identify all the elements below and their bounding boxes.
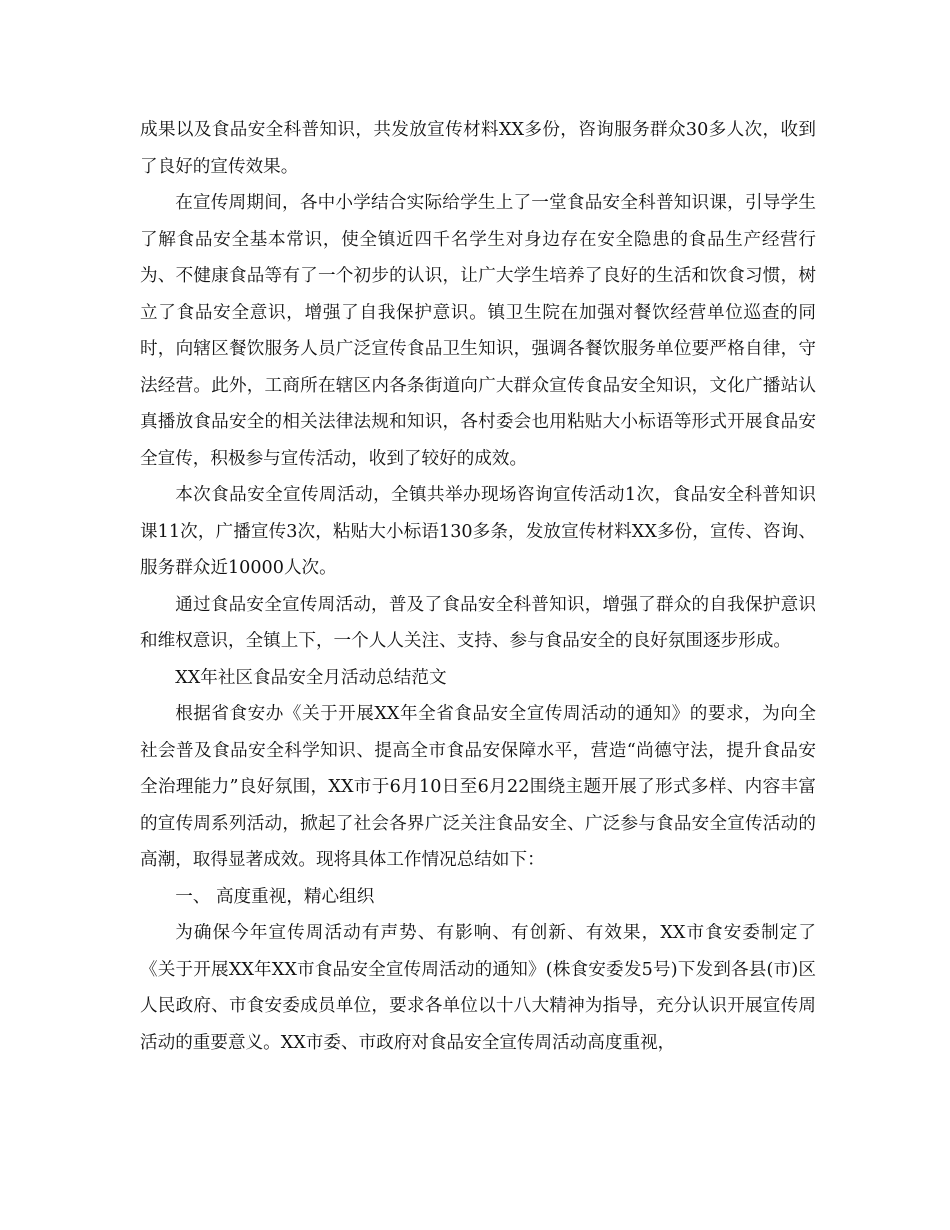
paragraph-organization: 为确保今年宣传周活动有声势、有影响、有创新、有效果，XX市食安委制定了《关于开展XX年XX市食品安全宣传周活动的通知》(株食安委发5号)下发到各县(市)区人民政府、市食安委成员单位，要求各单位以十八大精神为指导，充分认识开展宣传周活动的重要意义。XX市委、市政府对食品安全宣传周活动高度重视， [140, 923, 816, 1053]
document-body [140, 112, 816, 1061]
section-title: XX年社区食品安全月活动总结范文 [175, 667, 447, 688]
paragraph-introduction: 根据省食安办《关于开展XX年全省食品安全宣传周活动的通知》的要求，为向全社会普及食品安全科学知识、提高全市食品安保障水平，营造“尚德守法，提升食品安全治理能力”良好氛围，XX市于6月10日至6月22围绕主题开展了形式多样、内容丰富的宣传周系列活动，掀起了社会各界广泛关注食品安全、广泛参与食品安全宣传活动的高潮，取得显著成效。现将具体工作情况总结如下： [140, 704, 816, 870]
paragraph-school-activities: 在宣传周期间，各中小学结合实际给学生上了一堂食品安全科普知识课，引导学生了解食品安全基本常识，使全镇近四千名学生对身边存在安全隐患的食品生产经营行为、不健康食品等有了一个初步的认识，让广大学生培养了良好的生活和饮食习惯，树立了食品安全意识，增强了自我保护意识。镇卫生院在加强对餐饮经营单位巡查的同时，向辖区餐饮服务人员广泛宣传食品卫生知识，强调各餐饮服务单位要严格自律，守法经营。此外，工商所在辖区内各条街道向广大群众宣传食品安全知识，文化广播站认真播放食品安全的相关法律法规和知识，各村委会也用粘贴大小标语等形式开展食品安全宣传，积极参与宣传活动，收到了较好的成效。 [140, 193, 816, 469]
paragraph-activity-statistics: 本次食品安全宣传周活动，全镇共举办现场咨询宣传活动1次，食品安全科普知识课11次，广播宣传3次，粘贴大小标语130多条，发放宣传材料XX多份，宣传、咨询、服务群众近10000人次。 [140, 485, 816, 578]
subsection-heading: 一、 高度重视，精心组织 [175, 886, 375, 907]
paragraph-conclusion: 通过食品安全宣传周活动，普及了食品安全科普知识，增强了群众的自我保护意识和维权意识，全镇上下，一个人人关注、支持、参与食品安全的良好氛围逐步形成。 [140, 594, 816, 651]
paragraph-continuation: 成果以及食品安全科普知识，共发放宣传材料XX多份，咨询服务群众30多人次，收到了良好的宣传效果。 [140, 120, 816, 177]
